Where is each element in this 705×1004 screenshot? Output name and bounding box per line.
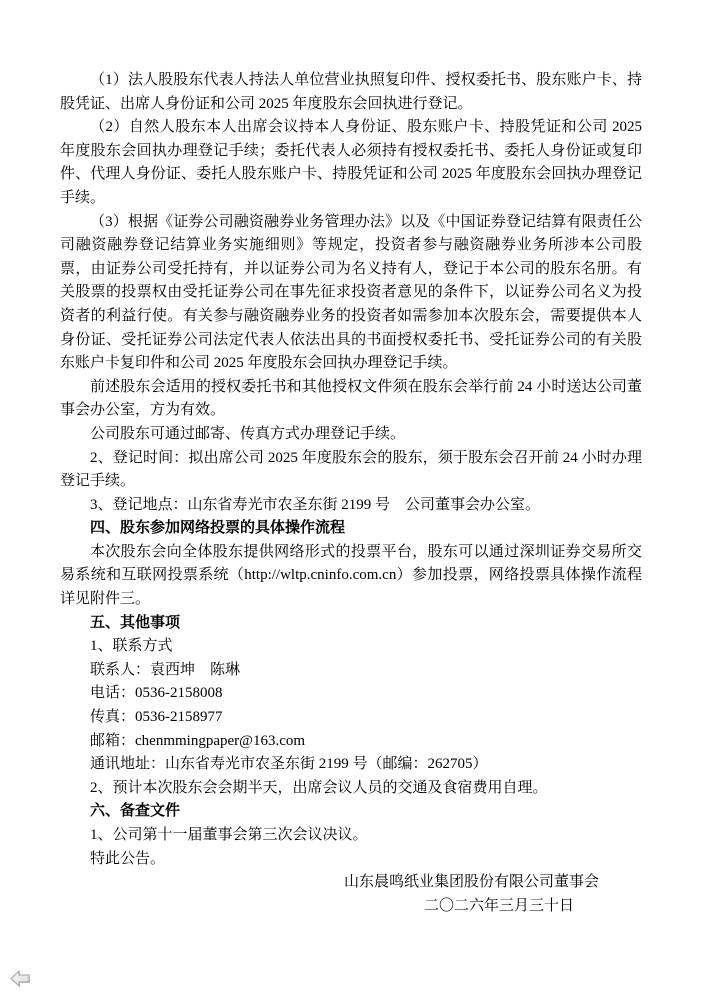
paragraph-board-resolution: 1、公司第十一届董事会第三次会议决议。	[90, 827, 368, 843]
paragraph-meeting-duration: 2、预计本次股东会会期半天，出席会议人员的交通及食宿费用自理。	[90, 779, 548, 796]
back-arrow-icon[interactable]	[9, 969, 31, 988]
section-heading-other-matters: 五、其他事项	[90, 614, 181, 631]
document-body	[60, 69, 642, 918]
paragraph-registration-place: 3、登记地点：山东省寿光市农圣东街 2199 号 公司董事会办公室。	[90, 496, 541, 513]
paragraph-fax: 传真：0536-2158977	[90, 709, 223, 726]
paragraph-registration-time: 2、登记时间：拟出席公司 2025 年度股东会的股东，须于股东会召开前 24 小时办理登记手续。	[60, 449, 642, 490]
section-heading-documents: 六、备查文件	[90, 803, 181, 820]
section-heading-online-voting: 四、股东参加网络投票的具体操作流程	[90, 520, 346, 537]
paragraph-margin-trading: （3）根据《证券公司融资融券业务管理办法》以及《中国证券登记结算有限责任公司融资融券登记结算业务实施细则》等规定，投资者参与融资融券业务所涉本公司股票，由证券公司受托持有，并以证券公司为名义持有人，登记于本公司的股东名册。有关股票的投票权由受托证券公司在事先征求投资者意见的条件下，以证券公司名义为投资者的利益行使。有关参与融资融券业务的投资者如需参加本次股东会，需要提供本人身份证、受托证券公司法定代表人依法出具的书面授权委托书、受托证券公司的有关股东账户卡复印件和公司 2025 年度股东会回执办理登记手续。	[60, 213, 642, 372]
paragraph-mail-fax-registration: 公司股东可通过邮寄、传真方式办理登记手续。	[90, 425, 406, 442]
paragraph-announcement-closing: 特此公告。	[90, 850, 166, 867]
paragraph-contact-method: 1、联系方式	[90, 638, 173, 655]
signature-line: 山东晨鸣纸业集团股份有限公司董事会	[343, 874, 599, 891]
date-line: 二〇二六年三月三十日	[423, 897, 574, 914]
paragraph-mailing-address: 通讯地址：山东省寿光市农圣东街 2199 号（邮编：262705）	[90, 756, 488, 773]
paragraph-proxy-delivery: 前述股东会适用的授权委托书和其他授权文件须在股东会举行前 24 小时送达公司董事会办公室，方为有效。	[60, 378, 642, 419]
paragraph-registration-natural-person: （2）自然人股东本人出席会议持本人身份证、股东账户卡、持股凭证和公司 2025 年度股东会回执办理登记手续；委托代表人必须持有授权委托书、委托人身份证或复印件、代理人身份证、委托人股东账户卡、持股凭证和公司 2025 年度股东会回执办理登记手续。	[60, 119, 642, 206]
paragraph-registration-legal-person: （1）法人股股东代表人持法人单位营业执照复印件、授权委托书、股东账户卡、持股凭证、出席人身份证和公司 2025 年度股东会回执进行登记。	[60, 72, 642, 112]
paragraph-online-voting-platform: 本次股东会向全体股东提供网络形式的投票平台，股东可以通过深圳证券交易所交易系统和互联网投票系统（http://wltp.cninfo.com.cn）参加投票，网络投票具体操作流程详见附件三。	[60, 543, 642, 608]
paragraph-contact-persons: 联系人：袁西坤 陈琳	[90, 661, 241, 678]
paragraph-email: 邮箱：chenmmingpaper@163.com	[90, 732, 306, 749]
paragraph-phone: 电话：0536-2158008	[90, 685, 223, 702]
